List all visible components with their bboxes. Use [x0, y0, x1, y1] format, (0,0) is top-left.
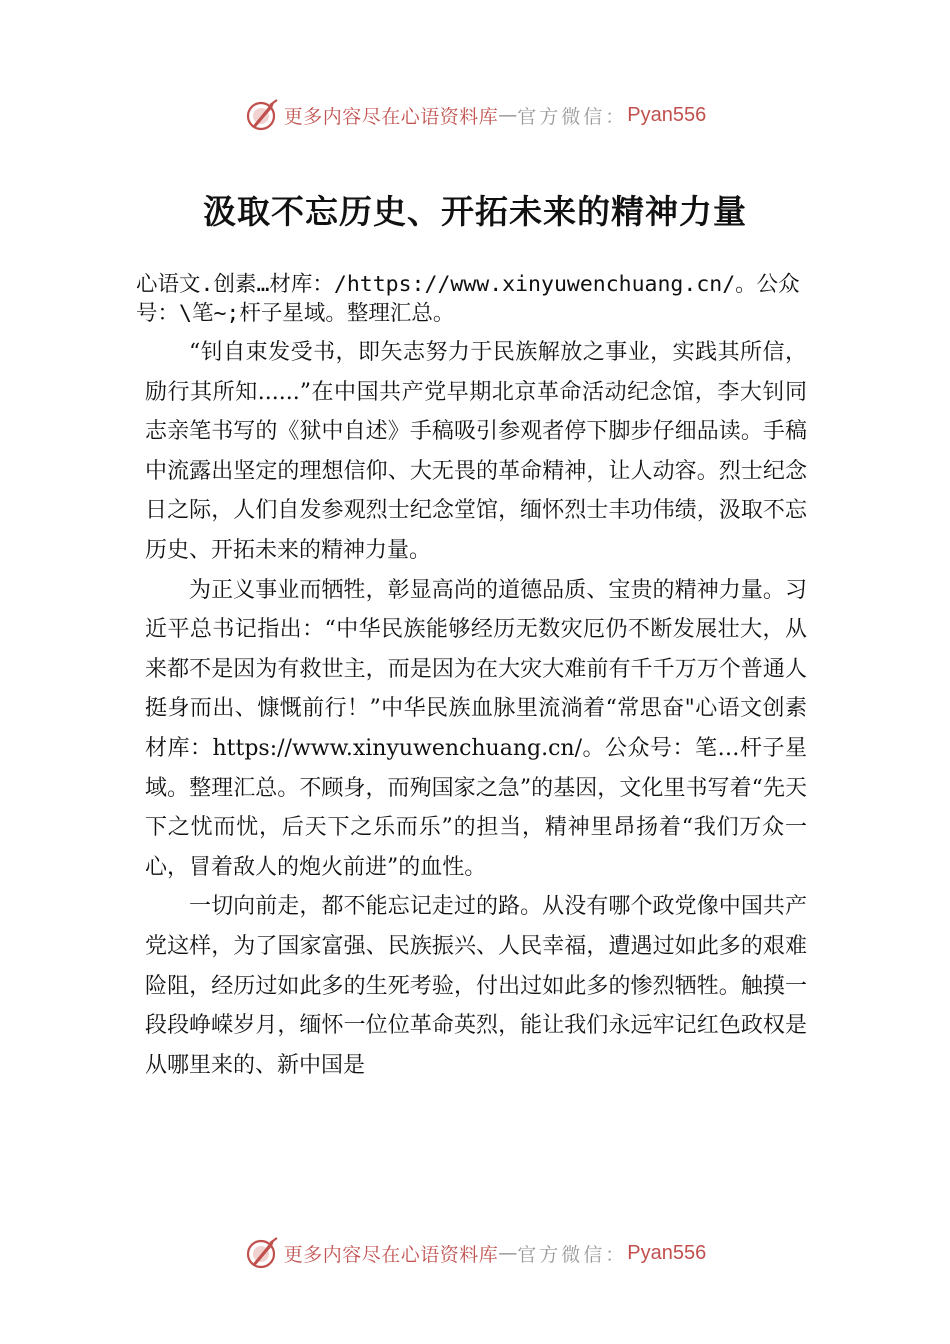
wechat-id: Pyan556	[627, 103, 707, 126]
source-line: 心语文.创素…材库：/https://www.xinyuwenchuang.cn/。公众号：\笔~;杆子星域。整理汇总。	[136, 272, 800, 326]
banner-separator: —	[498, 1242, 518, 1264]
banner-separator: —	[498, 104, 518, 126]
document-title: 汲取不忘历史、开拓未来的精神力量	[203, 192, 747, 231]
paragraph-1: “钊自束发受书，即矢志努力于民族解放之事业，实践其所信，励行其所知......”在中国共产党早期北京革命活动纪念馆，李大钊同志亲笔书写的《狱中自述》手稿吸引参观者停下脚步仔细品读。手稿中流露出坚定的理想信仰、大无畏的革命精神，让人动容。烈士纪念日之际，人们自发参观烈士纪念堂馆，缅怀烈士丰功伟绩，汲取不忘历史、开拓未来的精神力量。	[145, 340, 807, 563]
quill-pen-logo-icon	[244, 1235, 280, 1271]
paragraph-2: 为正义事业而牺牲，彰显高尚的道德品质、宝贵的精神力量。习近平总书记指出：“中华民族能够经历无数灾厄仍不断发展壮大，从来都不是因为有救世主，而是因为在大灾大难前有千千万万个普通人挺身而出、慷慨前行！”中华民族血脉里流淌着“常思奋"心语文创素材库：https://www.xinyuwenchuang.cn/。公众号：笔…杆子星域。整理汇总。不顾身，而殉国家之急”的基因，文化里书写着“先天下之忧而忧，后天下之乐而乐”的担当，精神里昂扬着“我们万众一心，冒着敌人的炮火前进”的血性。	[145, 577, 807, 880]
banner-text: 更多内容尽在心语资料库	[283, 1243, 499, 1266]
quill-pen-logo-icon	[244, 97, 280, 133]
banner-label: 官方微信：	[517, 1243, 628, 1266]
banner-text: 更多内容尽在心语资料库	[283, 105, 499, 128]
document-body	[145, 333, 807, 1085]
wechat-id: Pyan556	[627, 1241, 707, 1264]
paragraph-3: 一切向前走，都不能忘记走过的路。从没有哪个政党像中国共产党这样，为了国家富强、民族振兴、人民幸福，遭遇过如此多的艰难险阻，经历过如此多的生死考验，付出过如此多的惨烈牺牲。触摸一段段峥嵘岁月，缅怀一位位革命英烈，能让我们永远牢记红色政权是从哪里来的、新中国是	[145, 894, 807, 1078]
footer-banner	[0, 1231, 950, 1275]
header-banner	[0, 93, 950, 137]
banner-label: 官方微信：	[517, 105, 628, 128]
